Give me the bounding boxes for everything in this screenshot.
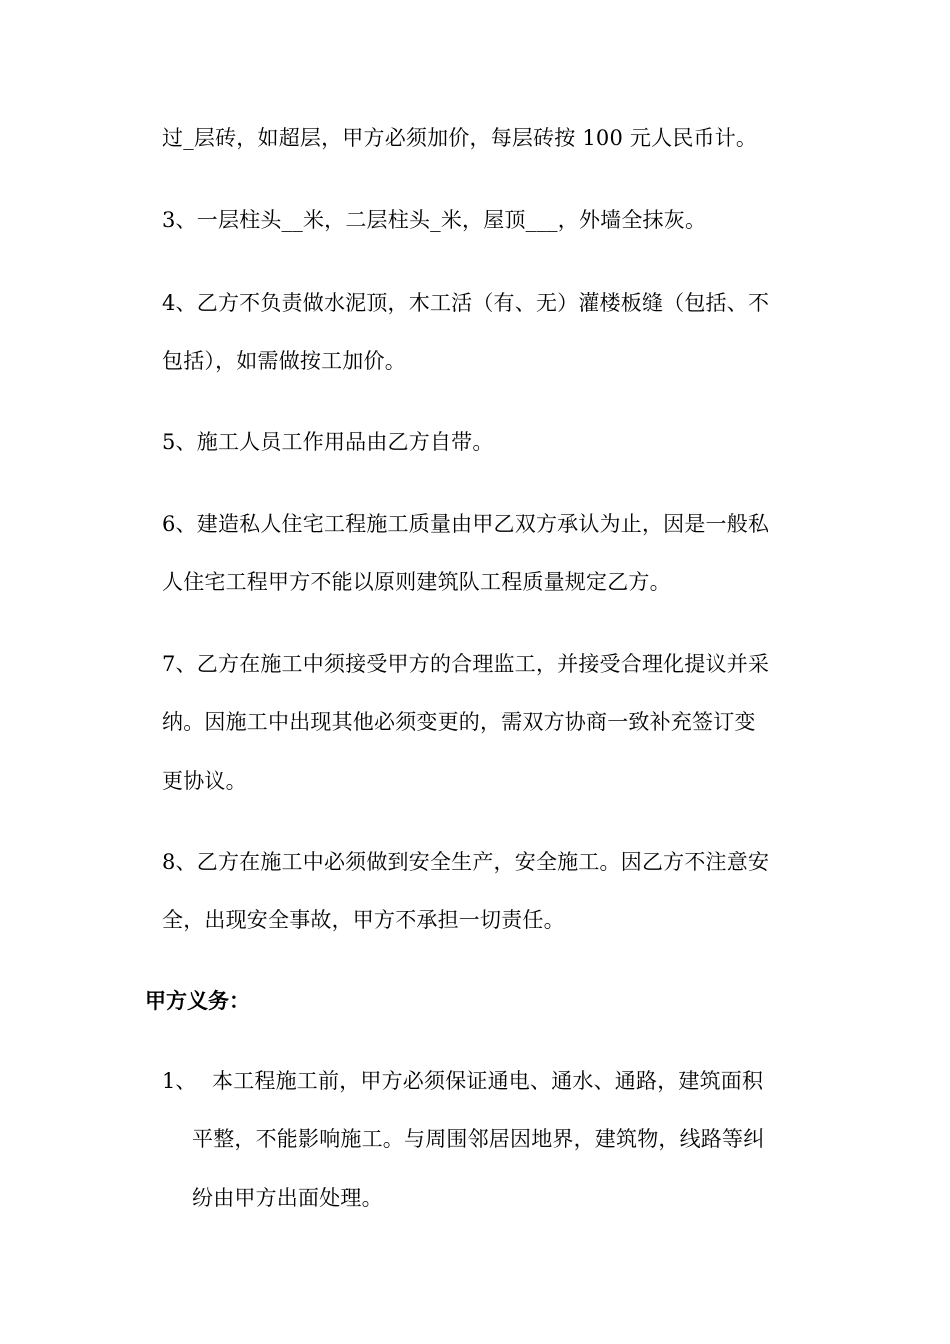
clause-5: 5、施工人员工作用品由乙方自带。	[162, 430, 494, 454]
duty-1-line-1: 本工程施工前，甲方必须保证通电、通水、通路，建筑面积	[212, 1069, 764, 1093]
duty-1-line-3: 纷由甲方出面处理。	[192, 1186, 383, 1210]
clause-7-line-3: 更协议。	[162, 769, 247, 793]
clause-6-line-1: 6、建造私人住宅工程施工质量由甲乙双方承认为止，因是一般私	[162, 512, 770, 536]
clause-4-line-1: 4、乙方不负责做水泥顶，木工活（有、无）灌楼板缝（包括、不	[162, 291, 770, 315]
clause-8-line-2: 全，出现安全事故，甲方不承担一切责任。	[162, 908, 565, 932]
clause-4-line-2: 包括），如需做按工加价。	[162, 349, 406, 373]
clause-7-line-2: 纳。因施工中出现其他必须变更的，需双方协商一致补充签订变	[162, 710, 756, 734]
duty-1-number: 1、	[162, 1069, 197, 1093]
paragraph-line: 过_层砖，如超层，甲方必须加价，每层砖按 100 元人民币计。	[162, 126, 758, 150]
duty-1-line-2: 平整，不能影响施工。与周围邻居因地界，建筑物，线路等纠	[192, 1127, 765, 1151]
clause-6-line-2: 人住宅工程甲方不能以原则建筑队工程质量规定乙方。	[162, 570, 671, 594]
clause-7-line-1: 7、乙方在施工中须接受甲方的合理监工，并接受合理化提议并采	[162, 652, 770, 676]
section-heading: 甲方义务：	[145, 988, 250, 1013]
clause-8-line-1: 8、乙方在施工中必须做到安全生产，安全施工。因乙方不注意安	[162, 850, 770, 874]
clause-3: 3、一层柱头__米，二层柱头_米，屋顶___，外墙全抹灰。	[162, 208, 707, 232]
